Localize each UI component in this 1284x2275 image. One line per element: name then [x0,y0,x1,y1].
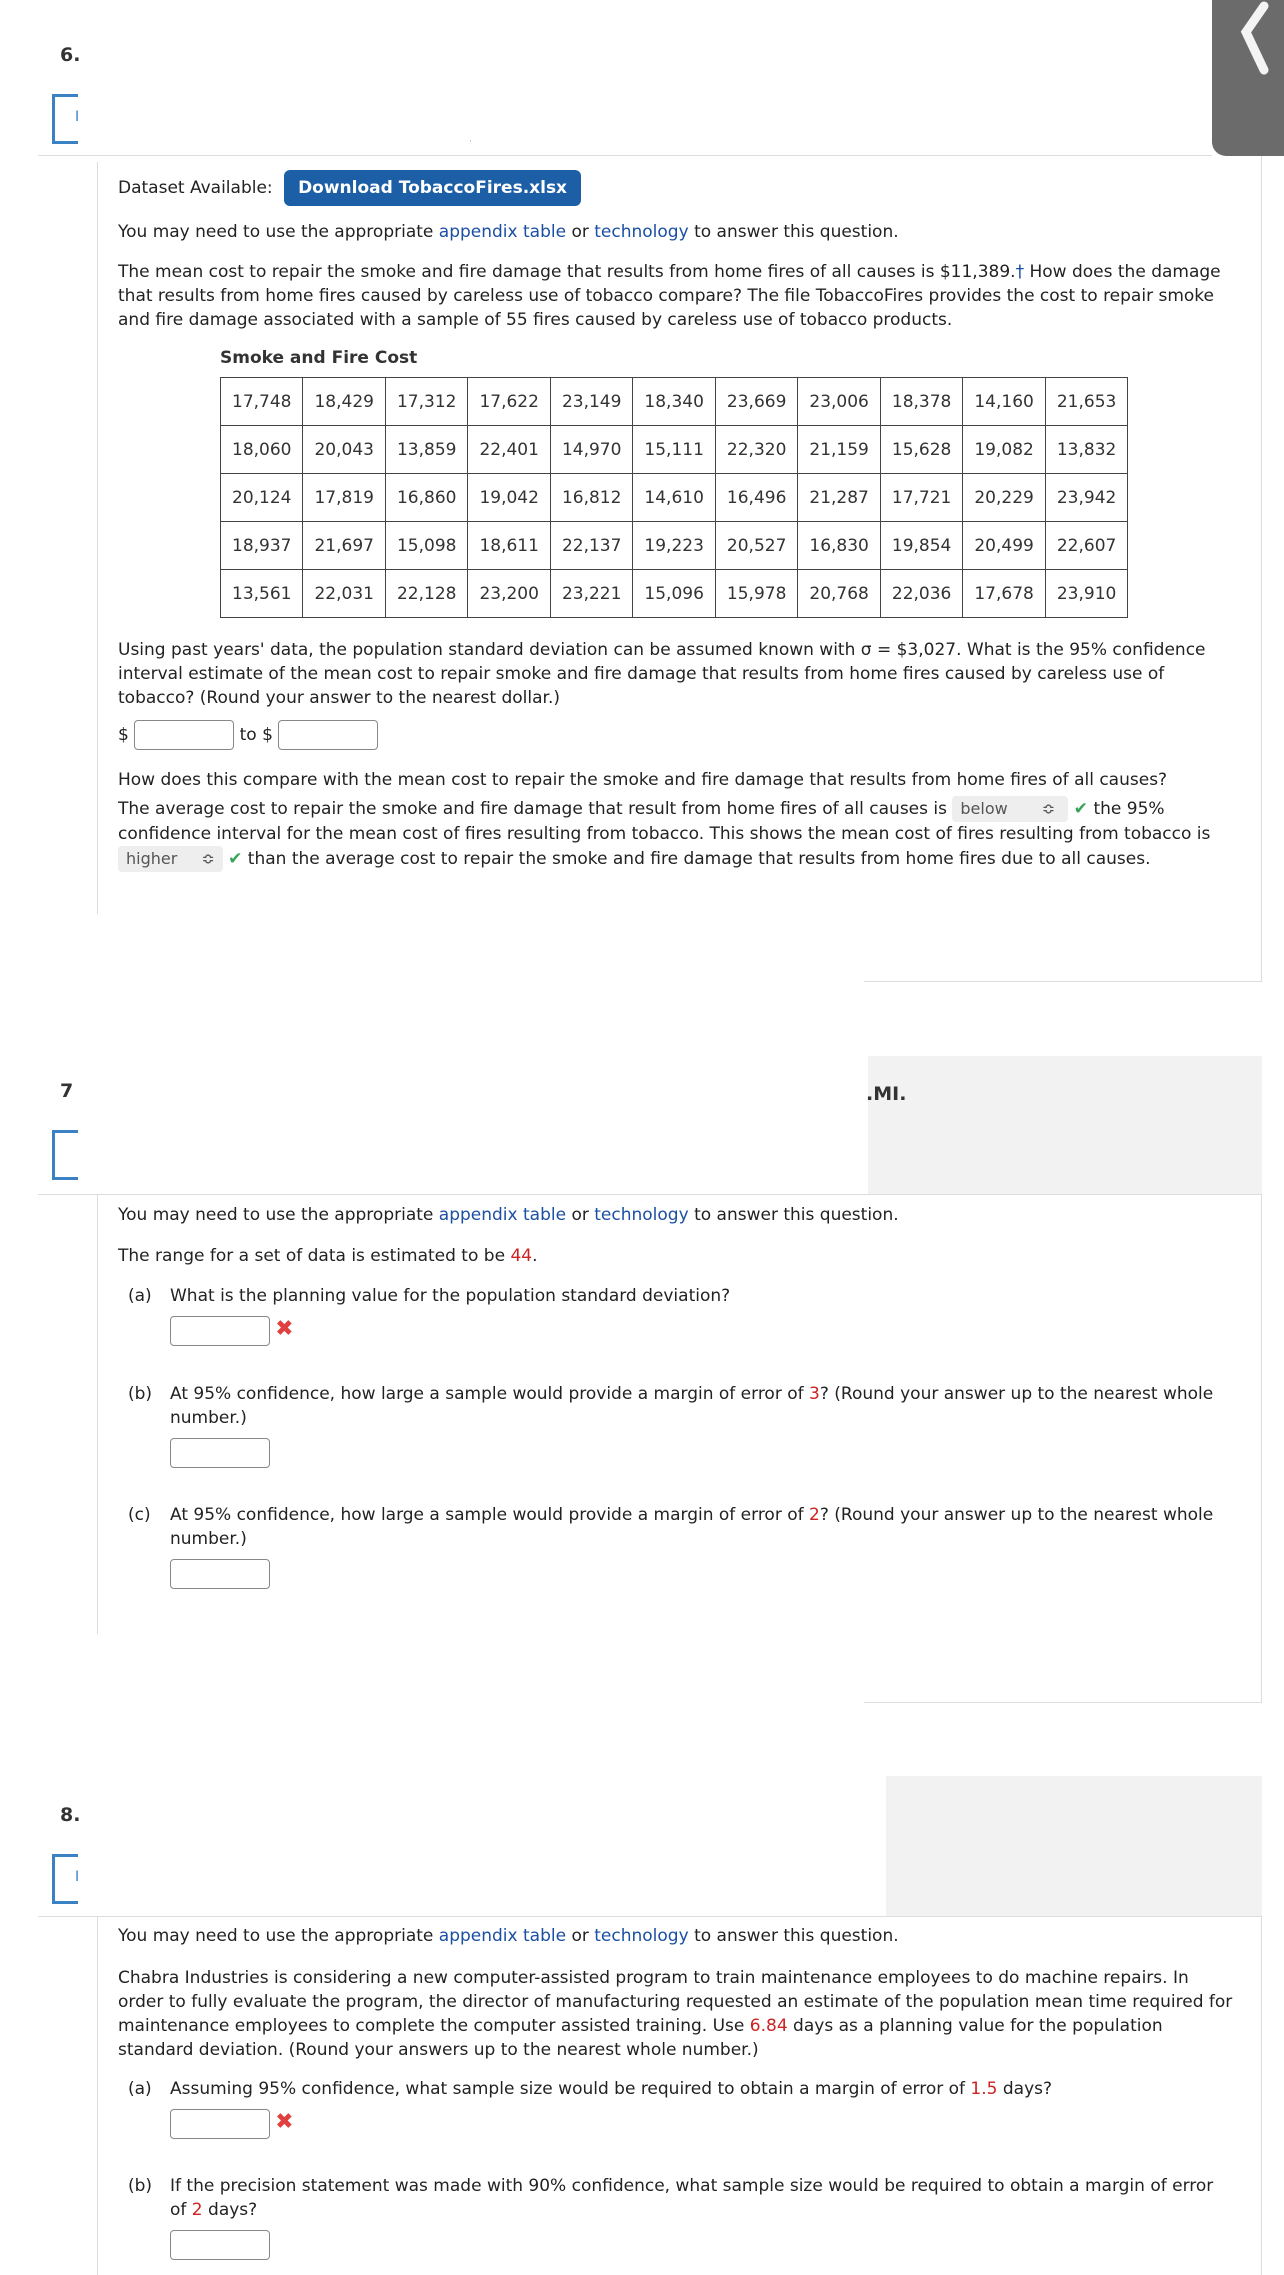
table-cell: 18,060 [221,426,303,474]
ci-question [118,638,1268,710]
part-b-text-3: days? [202,2200,258,2220]
range-value: 44 [510,1246,533,1266]
divider [38,1916,1262,1917]
table-cell: 16,830 [798,522,880,570]
part-b-answer [170,2230,270,2260]
question-number-8: 8. [60,1804,81,1826]
divider [1261,1194,1262,1702]
table-cell: 20,124 [221,474,303,522]
part-c-label: (c) [128,1505,151,1525]
part-a-label: (a) [128,1286,152,1306]
intro-text: days as a planning value for the population [787,2016,1163,2036]
compare-text: confidence interval for the mean cost of fires resulting from tobacco. This shows the mean cost of fires resulting from tobacco is [118,824,1211,844]
appendix-note [118,1924,899,1948]
chevron-left-icon[interactable] [1212,0,1284,80]
range-statement [118,1244,537,1268]
part-b-input[interactable] [170,2230,270,2260]
part-c-input[interactable] [170,1559,270,1589]
table-cell: 13,859 [385,426,467,474]
margin-value: 2 [191,2200,203,2220]
part-b-text-3: number.) [170,1408,247,1428]
table-cell: 16,812 [550,474,632,522]
table-cell: 18,340 [633,378,715,426]
appendix-text: You may need to use the appropriate [118,1926,439,1946]
table-row [221,426,1128,474]
divider [97,162,98,914]
question-status-box[interactable]: I [52,1854,78,1904]
appendix-text: or [566,1205,595,1225]
dataset-label: Dataset Available: [118,178,273,198]
ci-upper-input[interactable] [278,720,378,750]
select-value: higher [126,849,178,868]
table-cell: 22,320 [715,426,797,474]
table-row [221,378,1128,426]
table-cell: 19,223 [633,522,715,570]
x-mark-icon: ✖ [275,2109,294,2135]
table-cell: 13,832 [1045,426,1127,474]
part-a-answer [170,2109,294,2139]
appendix-text: to answer this question. [688,222,899,242]
part-c-text-1: At 95% confidence, how large a sample would provide a margin of error of [170,1505,810,1525]
table-cell: 20,043 [303,426,385,474]
question-status-box[interactable] [52,1130,78,1180]
table-cell: 19,042 [468,474,550,522]
part-c-text [170,1503,1260,1551]
table-title: Smoke and Fire Cost [220,348,418,368]
updown-icon: ≎ [201,849,215,868]
intro-text: How does the damage [1024,262,1221,282]
table-cell: 20,768 [798,570,880,618]
part-a-text [170,2077,1052,2101]
table-cell: 23,942 [1045,474,1127,522]
table-cell: 14,610 [633,474,715,522]
table-cell: 17,748 [221,378,303,426]
question-number-6: 6. [60,44,81,66]
table-cell: 17,312 [385,378,467,426]
question-intro [118,1966,1268,2062]
table-cell: 15,096 [633,570,715,618]
table-cell: 20,229 [963,474,1045,522]
table-cell: 22,128 [385,570,467,618]
margin-value: 2 [809,1505,820,1525]
range-text: The range for a set of data is estimated to be [118,1246,511,1266]
divider [470,140,471,142]
part-a-label: (a) [128,2079,152,2099]
side-panel-tab[interactable] [1212,0,1284,156]
select-value: below [960,799,1008,818]
download-button[interactable]: Download TobaccoFires.xlsx [284,170,581,206]
part-c-text-2: ? (Round your answer up to the nearest whole [819,1505,1214,1525]
updown-icon: ≎ [1041,799,1056,818]
table-cell: 23,149 [550,378,632,426]
table-cell: 17,819 [303,474,385,522]
table-cell: 21,159 [798,426,880,474]
compare-text: the 95% [1093,799,1165,819]
part-a-text-2: days? [997,2079,1053,2099]
part-b-label: (b) [128,2176,153,2196]
appendix-table-link[interactable]: appendix table [438,1205,567,1225]
table-row [221,522,1128,570]
appendix-text: to answer this question. [688,1926,899,1946]
footnote-link[interactable]: † [1015,262,1025,282]
divider [38,1194,1262,1195]
appendix-text: You may need to use the appropriate [118,1205,439,1225]
part-a-text-1: Assuming 95% confidence, what sample size would be required to obtain a margin of error of [170,2079,971,2099]
table-cell: 23,910 [1045,570,1127,618]
table-cell: 22,137 [550,522,632,570]
comparison-select-2[interactable] [118,846,223,872]
compare-section [118,768,1278,872]
table-cell: 15,111 [633,426,715,474]
divider [97,1194,98,1634]
to-label: to $ [239,725,273,745]
table-cell: 22,031 [303,570,385,618]
intro-text: maintenance employees to complete the computer assisted training. Use [118,2016,750,2036]
intro-text: Chabra Industries is considering a new computer-assisted program to train maintenance employees to do machine repairs. In [118,1968,1189,1988]
part-b-text-2: of [170,2200,192,2220]
intro-text: standard deviation. (Round your answers up to the nearest whole number.) [118,2040,759,2060]
ci-text: interval estimate of the mean cost to repair smoke and fire damage that results from home fires caused by careless use of [118,664,1165,684]
table-cell: 20,499 [963,522,1045,570]
part-b-text [170,2174,1260,2222]
x-mark-icon: ✖ [275,1316,294,1342]
technology-link[interactable]: technology [594,1926,689,1946]
table-cell: 20,527 [715,522,797,570]
table-cell: 14,160 [963,378,1045,426]
appendix-note [118,1203,899,1227]
table-cell: 16,496 [715,474,797,522]
header-fragment: .MI. [866,1083,907,1105]
table-cell: 15,978 [715,570,797,618]
question-status-box[interactable]: I [52,94,78,144]
part-b-text-2: ? (Round your answer up to the nearest whole [819,1384,1214,1404]
part-a-input[interactable] [170,1316,270,1346]
table-cell: 23,006 [798,378,880,426]
intro-text: and fire damage associated with a sample of 55 fires caused by careless use of tobacco products. [118,310,953,330]
planning-value: 6.84 [749,2016,788,2036]
range-text: . [532,1246,538,1266]
dollar-sign: $ [118,725,129,745]
part-b-input[interactable] [170,1438,270,1468]
intro-text: The mean cost to repair the smoke and fire damage that results from home fires of all causes is $11,389. [118,262,1016,282]
table-cell: 18,611 [468,522,550,570]
table-cell: 18,378 [880,378,962,426]
ci-lower-input[interactable] [134,720,234,750]
part-b-text [170,1382,1260,1430]
table-cell: 13,561 [221,570,303,618]
table-cell: 15,628 [880,426,962,474]
part-b-answer [170,1438,270,1468]
appendix-note [118,220,899,244]
table-cell: 15,098 [385,522,467,570]
table-cell: 18,429 [303,378,385,426]
part-b-text-1: At 95% confidence, how large a sample would provide a margin of error of [170,1384,810,1404]
data-table [220,377,1128,618]
check-icon: ✔ [228,849,243,869]
comparison-select[interactable] [952,796,1068,822]
table-cell: 21,653 [1045,378,1127,426]
appendix-text: or [566,1926,595,1946]
part-a-text: What is the planning value for the population standard deviation? [170,1286,731,1306]
divider [97,1916,98,2275]
table-cell: 22,036 [880,570,962,618]
divider [864,981,1262,982]
table-cell: 23,669 [715,378,797,426]
technology-link[interactable]: technology [594,222,689,242]
part-a-answer [170,1316,294,1346]
table-cell: 17,622 [468,378,550,426]
appendix-table-link[interactable]: appendix table [438,1926,567,1946]
table-cell: 14,970 [550,426,632,474]
part-b-label: (b) [128,1384,153,1404]
table-cell: 22,401 [468,426,550,474]
compare-text: The average cost to repair the smoke and fire damage that result from home fires of all causes is [118,799,947,819]
intro-text: that results from home fires caused by careless use of tobacco compare? The file TobaccoFires provides the cost to repair smoke [118,286,1214,306]
technology-link[interactable]: technology [594,1205,689,1225]
compare-text: than the average cost to repair the smoke and fire damage that results from home fires due to all causes. [247,849,1151,869]
ci-text: tobacco? (Round your answer to the nearest dollar.) [118,688,560,708]
table-cell: 17,678 [963,570,1045,618]
question-number-7: 7 [60,1080,74,1102]
header-bg [886,1776,1262,1916]
compare-question: How does this compare with the mean cost to repair the smoke and fire damage that results from home fires of all causes? [118,770,1168,790]
appendix-text: to answer this question. [688,1205,899,1225]
table-cell: 17,721 [880,474,962,522]
part-b-text-1: If the precision statement was made with 90% confidence, what sample size would be required to obtain a margin of error [170,2176,1214,2196]
appendix-text: You may need to use the appropriate [118,222,439,242]
divider [38,155,1212,156]
dataset-row [118,170,581,206]
appendix-table-link[interactable]: appendix table [438,222,567,242]
part-c-text-3: number.) [170,1529,247,1549]
table-row [221,570,1128,618]
check-icon: ✔ [1073,799,1089,819]
table-cell: 23,221 [550,570,632,618]
question-intro [118,260,1268,332]
table-row [221,474,1128,522]
table-cell: 19,854 [880,522,962,570]
part-c-answer [170,1559,270,1589]
table-cell: 18,937 [221,522,303,570]
table-cell: 21,697 [303,522,385,570]
part-a-input[interactable] [170,2109,270,2139]
margin-value: 3 [809,1384,820,1404]
table-cell: 23,200 [468,570,550,618]
table-cell: 19,082 [963,426,1045,474]
ci-text: Using past years' data, the population standard deviation can be assumed known with σ = $3,027. What is the 95% confidence [118,640,1206,660]
table-cell: 21,287 [798,474,880,522]
divider [864,1702,1262,1703]
header-bg [868,1056,1262,1194]
intro-text: order to fully evaluate the program, the director of manufacturing requested an estimate of the population mean time required for [118,1992,1233,2012]
table-cell: 22,607 [1045,522,1127,570]
table-cell: 16,860 [385,474,467,522]
ci-answer-row [118,720,378,750]
appendix-text: or [566,222,595,242]
margin-value: 1.5 [970,2079,998,2099]
